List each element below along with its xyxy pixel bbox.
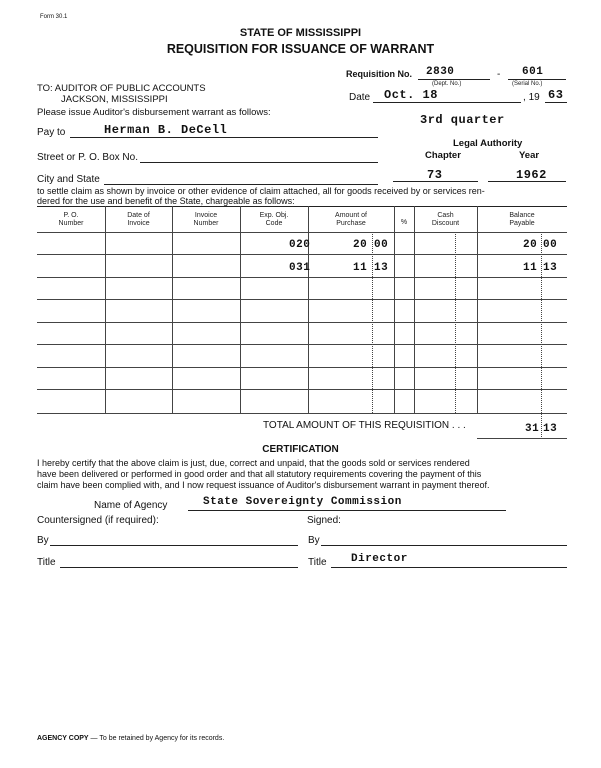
col-divider [240, 206, 241, 413]
countersigned-label: Countersigned (if required): [37, 515, 159, 526]
title-line-left [60, 567, 298, 568]
header-invoice-number [172, 212, 240, 228]
by-line-left [50, 545, 298, 546]
title-line-right [331, 567, 567, 568]
year-auth-value: 1962 [516, 168, 547, 182]
header-po-1: P. O. [63, 212, 79, 219]
header-cash-2: Discount [431, 220, 460, 227]
by-line-right [321, 545, 567, 546]
date-value: Oct. 18 [384, 88, 438, 102]
footer-bold: AGENCY COPY [37, 735, 89, 742]
serial-no-caption: (Serial No.) [512, 81, 543, 87]
row1-code: 020 [289, 239, 311, 251]
row-line [37, 367, 567, 368]
header-balance-2: Payable [509, 220, 535, 227]
header-date-invoice [105, 212, 172, 228]
header-date-2: Invoice [127, 220, 150, 227]
row1-balance-dollars: 20 [523, 239, 538, 251]
claim-table [37, 206, 567, 442]
header-inv-1: Invoice [194, 212, 218, 219]
header-po-2: Number [58, 220, 84, 227]
pay-to-label: Pay to [37, 127, 66, 138]
agency-line [188, 510, 506, 511]
row2-balance-dollars: 11 [523, 262, 538, 274]
settle-text-2: dered for the use and benefit of the State, chargeable as follows: [37, 196, 295, 206]
table-header-border [37, 232, 567, 233]
header-date-1: Date of [127, 212, 150, 219]
header-exp-code [240, 212, 308, 228]
requisition-label: Requisition No. [346, 69, 412, 79]
signed-title-value: Director [351, 553, 408, 565]
col-divider [372, 232, 373, 413]
row-line [37, 299, 567, 300]
col-divider [172, 206, 173, 413]
dept-no-line [418, 79, 490, 80]
dept-no-caption: (Dept. No.) [432, 81, 462, 87]
to-line2: JACKSON, MISSISSIPPI [61, 94, 168, 105]
header-amount-1: Amount of [335, 212, 367, 219]
footer-note [37, 735, 224, 742]
row1-balance-cents: 00 [543, 239, 558, 251]
city-label: City and State [37, 174, 100, 185]
year-value: 63 [548, 88, 564, 102]
row2-balance-cents: 13 [543, 262, 558, 274]
by-label-left: By [37, 535, 49, 546]
agency-label: Name of Agency [94, 500, 168, 511]
header-amount-2: Purchase [336, 220, 366, 227]
pay-to-value: Herman B. DeCell [104, 123, 228, 137]
header-amount [308, 212, 394, 228]
requisition-dash: - [497, 69, 501, 80]
chapter-label: Chapter [425, 150, 461, 161]
total-dollars: 31 [525, 423, 540, 435]
chapter-value: 73 [427, 168, 443, 182]
title-label-right: Title [308, 557, 327, 568]
footer-rest: — To be retained by Agency for its records. [88, 735, 225, 742]
state-header: STATE OF MISSISSIPPI [239, 27, 362, 39]
col-divider [477, 206, 478, 413]
col-divider [455, 232, 456, 413]
date-line [373, 102, 521, 103]
title-label-left: Title [37, 557, 56, 568]
certification-line1: I hereby certify that the above claim is just, due, correct and unpaid, that the goods sold or services rendered [37, 458, 470, 468]
total-bottom-line [477, 438, 567, 439]
year-label: Year [519, 150, 540, 161]
city-line [104, 184, 378, 185]
row-line [37, 322, 567, 323]
header-cash-discount [414, 212, 477, 228]
row2-amount-cents: 13 [374, 262, 389, 274]
form-number: Form 30.1 [40, 14, 68, 20]
header-balance-1: Balance [509, 212, 535, 219]
row-line [37, 344, 567, 345]
row-line [37, 277, 567, 278]
header-exp-1: Exp. Obj. [259, 212, 289, 219]
header-pct: % [400, 219, 408, 226]
instruction: Please issue Auditor's disbursement warrant as follows: [37, 107, 271, 118]
settle-text-1: to settle claim as shown by invoice or other evidence of claim attached, all for goods received by or services ren- [37, 186, 485, 196]
header-po [37, 212, 105, 228]
row1-amount-dollars: 20 [353, 239, 368, 251]
row2-code: 031 [289, 262, 311, 274]
row-line [37, 389, 567, 390]
row2-amount-dollars: 11 [353, 262, 368, 274]
agency-value: State Sovereignty Commission [203, 496, 402, 508]
signed-label: Signed: [307, 515, 341, 526]
certification-line2: have been delivered or performed in good order and that all statutory requirements covering the payment of this [37, 469, 482, 479]
to-line1: TO: AUDITOR OF PUBLIC ACCOUNTS [37, 83, 206, 94]
col-divider [541, 232, 542, 439]
row-line [37, 254, 567, 255]
form-title: REQUISITION FOR ISSUANCE OF WARRANT [166, 42, 435, 56]
certification-line3: claim have been complied with, and I now request issuance of Auditor's disbursement warrant in payment thereof. [37, 480, 490, 490]
header-exp-2: Code [265, 220, 283, 227]
certification-title: CERTIFICATION [262, 444, 339, 455]
total-row-line [37, 413, 567, 414]
table-top-border [37, 206, 567, 207]
year-prefix: , 19 [523, 92, 540, 103]
total-cents: 13 [543, 423, 558, 435]
year-prefix-text: 19 [528, 92, 540, 103]
street-line [140, 162, 378, 163]
col-divider [308, 206, 309, 413]
street-label: Street or P. O. Box No. [37, 152, 138, 163]
header-balance [477, 212, 567, 228]
by-label-right: By [308, 535, 320, 546]
pay-to-line [70, 137, 378, 138]
serial-no-line [508, 79, 566, 80]
date-label: Date [349, 92, 371, 103]
total-label: TOTAL AMOUNT OF THIS REQUISITION . . . [263, 420, 466, 431]
col-divider [414, 206, 415, 413]
header-cash-1: Cash [437, 212, 454, 219]
col-divider [105, 206, 106, 413]
legal-authority-title: Legal Authority [453, 138, 523, 149]
quarter-value: 3rd quarter [420, 113, 505, 127]
col-divider [394, 206, 395, 413]
header-inv-2: Number [193, 220, 219, 227]
row1-amount-cents: 00 [374, 239, 389, 251]
dept-no-value: 2830 [426, 66, 455, 78]
serial-no-value: 601 [522, 66, 544, 78]
year-line [545, 102, 567, 103]
